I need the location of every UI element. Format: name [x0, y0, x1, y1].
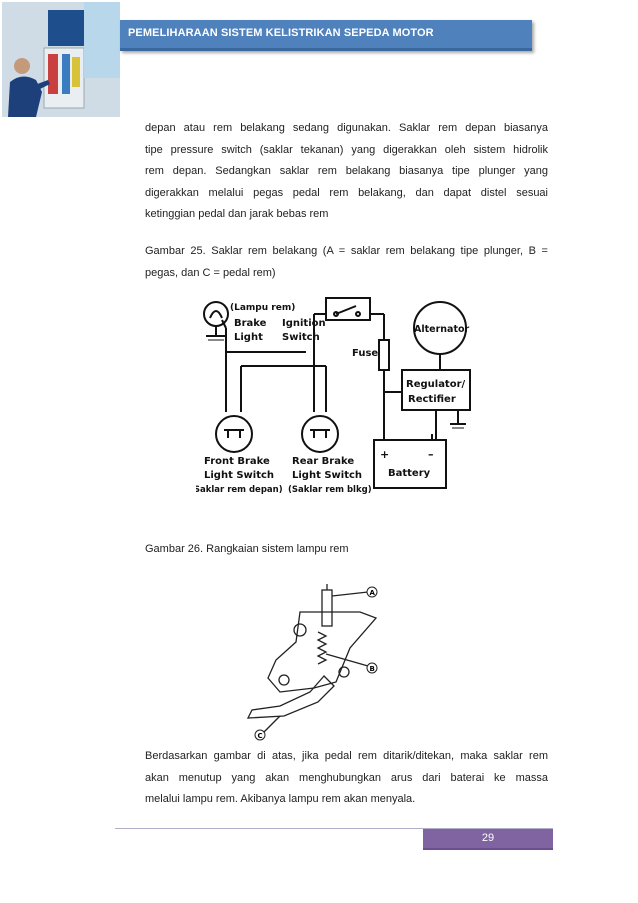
ignition-label-2: Switch [282, 332, 320, 343]
brake-light-label-1: Brake [234, 318, 267, 329]
paragraph-line: tipe pressure switch (saklar tekanan) yang digerakkan oleh sistem hidrolik [145, 143, 548, 156]
paragraph-line: ketinggian pedal dan jarak bebas rem [145, 208, 329, 220]
battery-minus: – [428, 448, 434, 461]
brake-light-circuit-diagram [196, 292, 476, 507]
paragraph-line: melalui lampu rem. Akibanya lampu rem akan menyala. [145, 793, 416, 805]
pedal-label-a: A [369, 589, 375, 597]
pedal-diagram-svg [240, 582, 390, 742]
header-decor-light [84, 2, 120, 78]
circuit-diagram-svg [196, 292, 476, 502]
paragraph-line: depan atau rem belakang sedang digunakan. Saklar rem depan biasanya [145, 122, 548, 134]
figure-25-caption [145, 241, 548, 284]
paragraph-conclusion [145, 746, 548, 811]
fuse-label: Fuse [352, 348, 379, 359]
brake-pedal-switch-diagram [240, 582, 390, 747]
paragraph-line: Berdasarkan gambar di atas, jika pedal rem ditarik/ditekan, maka saklar rem [145, 750, 548, 762]
ignition-label-1: Ignition [282, 318, 326, 329]
pedal-label-c: C [257, 732, 263, 740]
alternator-label: Alternator [414, 324, 470, 335]
lamp-label: (Lampu rem) [230, 303, 296, 313]
paragraph-line: rem depan. Sedangkan saklar rem belakang biasanya tipe plunger yang [145, 165, 548, 177]
brake-light-label-2: Light [234, 332, 263, 343]
rear-switch-label-2: Light Switch [292, 470, 363, 481]
pedal-label-b: B [369, 665, 375, 673]
rear-switch-label-3: (Saklar rem blkg) [288, 485, 372, 495]
page-number: 29 [481, 832, 495, 844]
front-switch-label-2: Light Switch [204, 470, 275, 481]
paragraph-intro [145, 118, 548, 226]
battery-plus: + [380, 448, 390, 461]
paragraph-line: digerakkan melalui pegas pedal rem belakang, dan dapat distel sesuai [145, 186, 548, 199]
battery-label: Battery [388, 468, 431, 479]
regulator-label-2: Rectifier [408, 394, 456, 405]
rear-switch-label-1: Rear Brake [292, 456, 355, 467]
header-decor-dark [48, 10, 84, 46]
front-switch-label-3: (Saklar rem depan) [196, 485, 283, 495]
page-number-box [423, 829, 553, 850]
header-bar [120, 20, 532, 51]
caption-line: pegas, dan C = pedal rem) [145, 266, 276, 279]
regulator-label-1: Regulator/ [406, 379, 466, 390]
paragraph-line: akan menutup yang akan menghubungkan arus dari baterai ke massa [145, 771, 548, 784]
caption-line: Gambar 25. Saklar rem belakang (A = saklar rem belakang tipe plunger, B = [145, 245, 548, 257]
figure-26-caption: Gambar 26. Rangkaian sistem lampu rem [145, 543, 349, 555]
front-switch-label-1: Front Brake [204, 456, 270, 467]
header-title: PEMELIHARAAN SISTEM KELISTRIKAN SEPEDA MOTOR [128, 27, 434, 39]
